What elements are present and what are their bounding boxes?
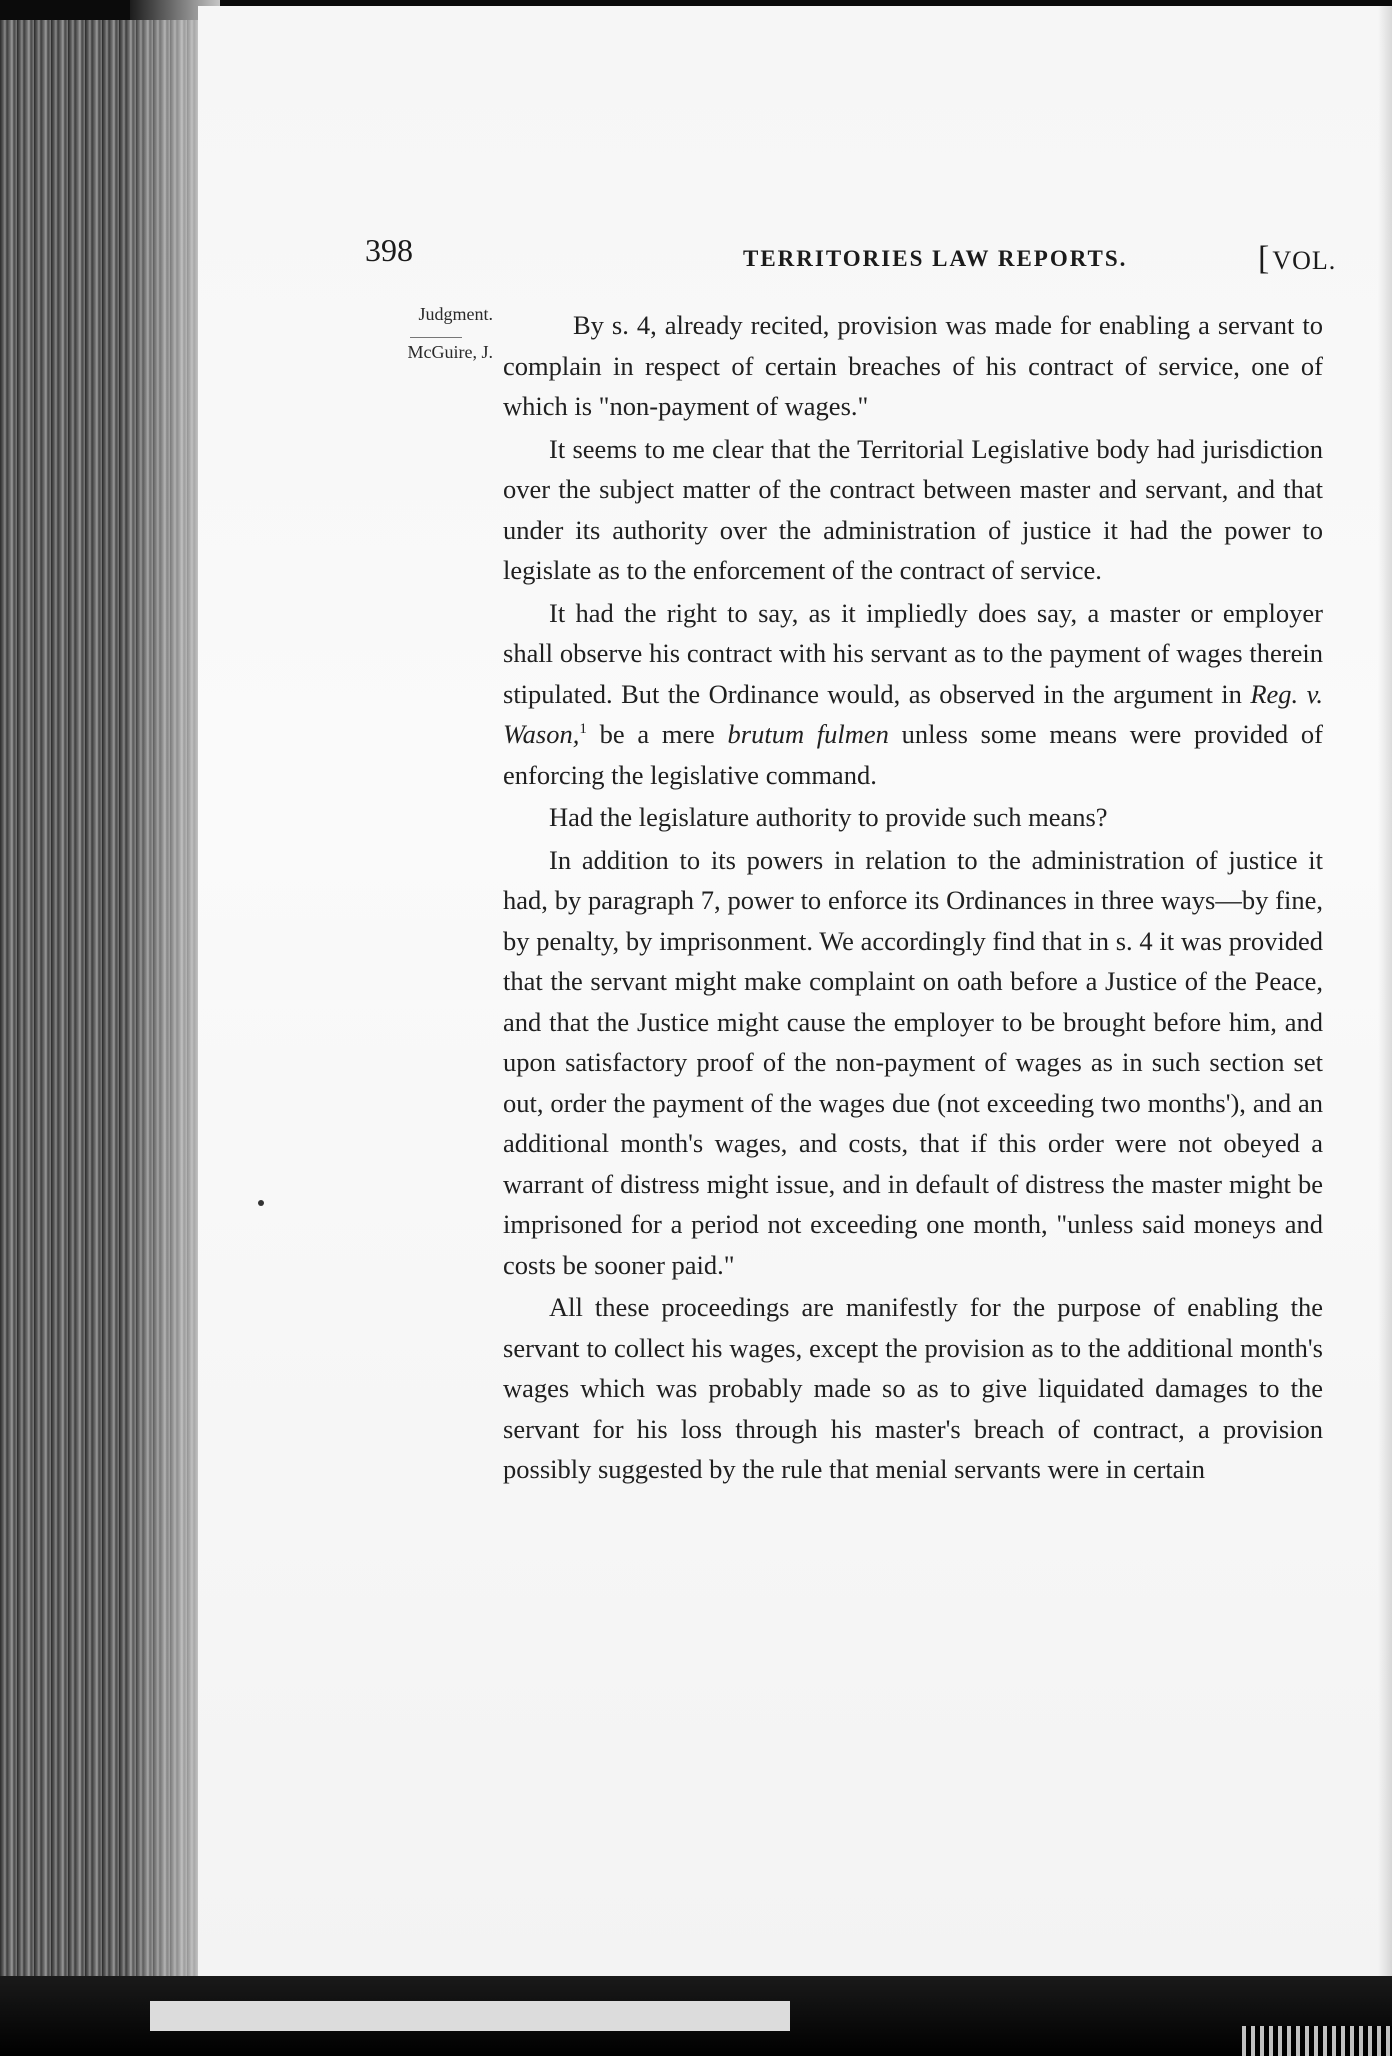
volume-label [1258, 240, 1336, 278]
paragraph-1: By s. 4, already recited, provision was made for enabling a servant to complain in respect of certain breaches of his contract of service, one of which is "non-payment of wages." [503, 310, 1323, 421]
case-name-reg-v-wason: Reg. v. Wason, [503, 678, 1323, 749]
paragraph-4: Had the legislature authority to provide such means? [549, 802, 1108, 832]
bottom-scan-marks [1242, 2026, 1392, 2056]
judgment-text [503, 305, 1323, 1492]
margin-speck [258, 1200, 264, 1206]
volume-text: VOL. [1272, 246, 1337, 275]
paragraph-3-part-3: unless some means were provided of enforcing the legislative command. [503, 719, 1323, 790]
footnote-ref: 1 [579, 721, 587, 738]
sidenote-judgment: Judgment. [418, 304, 493, 324]
paragraph-6: All these proceedings are manifestly for the purpose of enabling the servant to collect his wages, except the provision as to the additional month's wages which was probably made so as to give liquidated damages to the servant for his loss through his master's breach of contract, a provision possibly suggested by the rule that menial servants were in certain [503, 1292, 1323, 1484]
scan-bottom-border [0, 1976, 1392, 2056]
paragraph-3-part-2: be a mere [586, 719, 728, 749]
paragraph-2: It seems to me clear that the Territorial Legislative body had jurisdiction over the subject matter of the contract between master and servant, and that under its authority over the administration of justice it had the power to legislate as to the enforcement of the contract of service. [503, 433, 1323, 585]
page-right-shadow [1378, 6, 1392, 1981]
sidenote-divider [410, 337, 462, 338]
running-head: TERRITORIES LAW REPORTS. [743, 246, 1128, 271]
paragraph-3 [503, 593, 1323, 796]
page-header [365, 232, 1365, 286]
sidenote-judge: McGuire, J. [407, 342, 493, 362]
paragraph-5: In addition to its powers in relation to the administration of justice it had, by paragraph 7, power to enforce its Ordinances in three ways—by fine, by penalty, by imprisonment. We accordingly find that in s. 4 it was provided that the servant might make complaint on oath before a Justice of the Peace, and that the Justice might cause the employer to be brought before him, and upon satisfactory proof of the non-payment of wages as in such section set out, order the payment of the wages due (not exceeding two months'), and an additional month's wages, and costs, that if this order were not obeyed a warrant of distress might issue, and in default of distress the master might be imprisoned for a period not exceeding one month, "unless said moneys and costs be sooner paid." [503, 844, 1323, 1280]
paragraph-3-part-1: It had the right to say, as it impliedly does say, a master or employer shall observe his contract with his servant as to the payment of wages therein stipulated. But the Ordinance would, as observed in the argument in [503, 597, 1323, 709]
bottom-leaf-edge [150, 2001, 790, 2031]
page-number: 398 [365, 232, 413, 268]
bracket-glyph: [ [1258, 240, 1271, 277]
latin-phrase: brutum fulmen [727, 719, 889, 749]
